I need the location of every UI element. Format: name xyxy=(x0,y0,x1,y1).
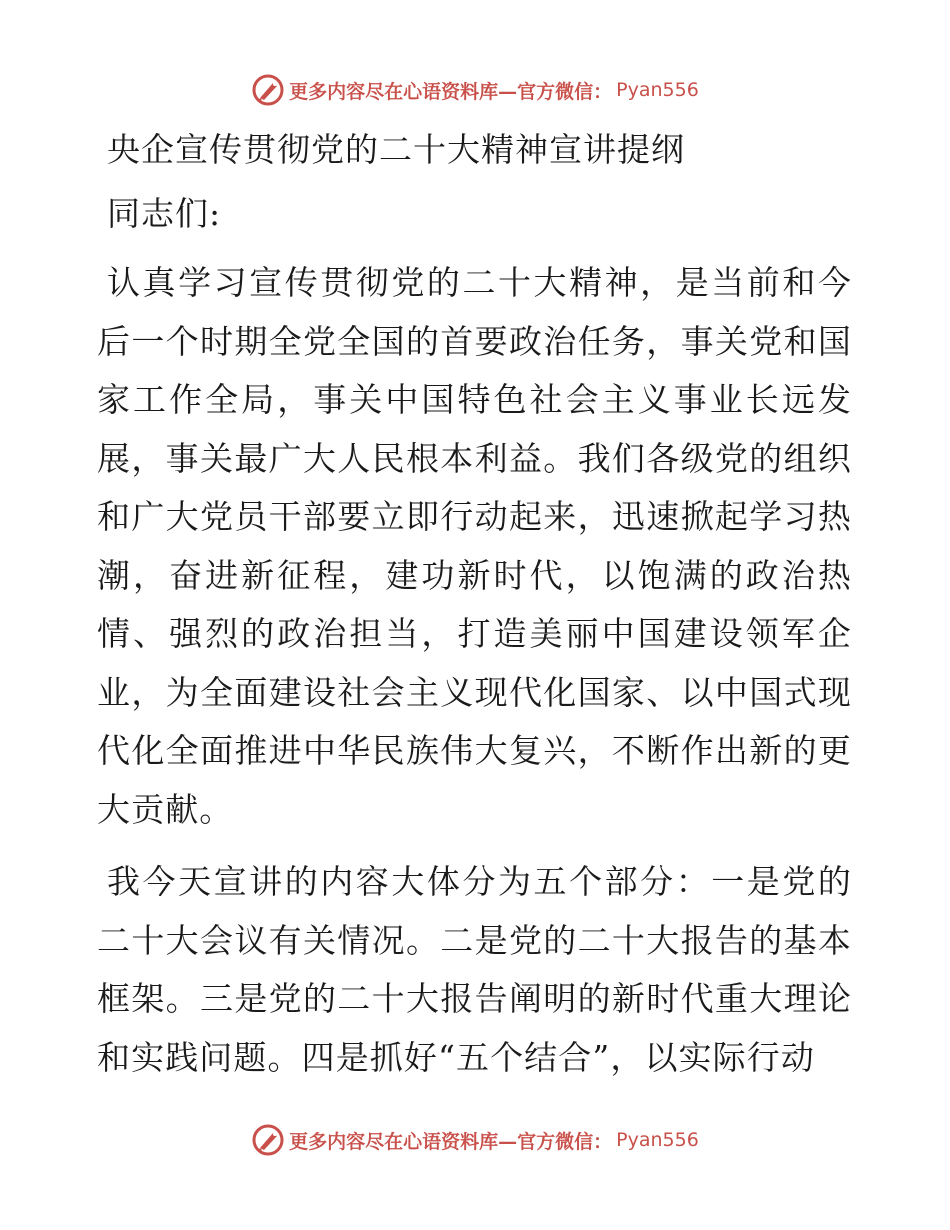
watermark-text: 更多内容尽在心语资料库—官方微信： xyxy=(289,80,613,103)
pen-logo-icon xyxy=(251,1123,285,1157)
document-body xyxy=(97,120,852,1101)
greeting: 同志们: xyxy=(107,194,222,233)
watermark-banner-top xyxy=(0,70,950,110)
watermark-text: 更多内容尽在心语资料库—官方微信： xyxy=(289,1130,613,1153)
document-title: 央企宣传贯彻党的二十大精神宣讲提纲 xyxy=(107,130,685,169)
paragraph-2: 我今天宣讲的内容大体分为五个部分：一是党的二十大会议有关情况。二是党的二十大报告的基本框架。三是党的二十大报告阐明的新时代重大理论和实践问题。四是抓好“五个结合”，以实际行动 xyxy=(97,862,852,1077)
watermark-wechat-id: Pyan556 xyxy=(616,1129,699,1151)
pen-logo-icon xyxy=(251,73,285,107)
watermark-wechat-id: Pyan556 xyxy=(616,79,699,101)
paragraph-1: 认真学习宣传贯彻党的二十大精神，是当前和今后一个时期全党全国的首要政治任务，事关党和国家工作全局，事关中国特色社会主义事业长远发展，事关最广大人民根本利益。我们各级党的组织和广大党员干部要立即行动起来，迅速掀起学习热潮，奋进新征程，建功新时代，以饱满的政治热情、强烈的政治担当，打造美丽中国建设领军企业，为全面建设社会主义现代化国家、以中国式现代化全面推进中华民族伟大复兴，不断作出新的更大贡献。 xyxy=(97,263,852,829)
watermark-group xyxy=(251,1123,699,1157)
watermark-group xyxy=(251,73,699,107)
watermark-banner-bottom xyxy=(0,1120,950,1160)
